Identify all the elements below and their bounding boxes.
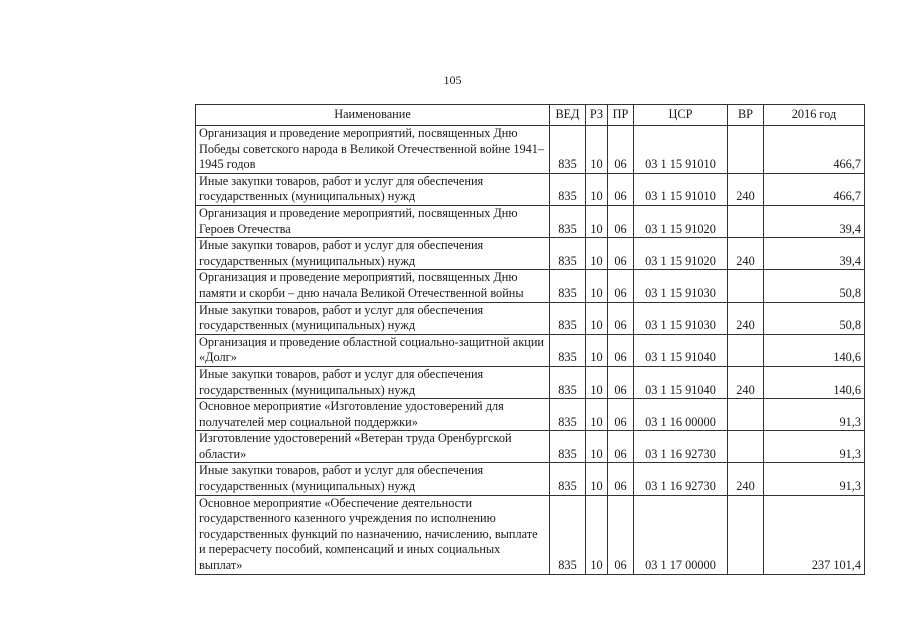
row-rz: 10 xyxy=(586,270,608,302)
row-amount: 466,7 xyxy=(764,173,865,205)
table-row xyxy=(196,238,865,270)
row-name: Организация и проведение мероприятий, посвященных Дню памяти и скорби – дню начала Великой Отечественной войны xyxy=(196,270,550,302)
row-vr xyxy=(728,495,764,574)
row-csr: 03 1 15 91040 xyxy=(634,334,728,366)
row-ved: 835 xyxy=(550,463,586,495)
row-pr: 06 xyxy=(608,302,634,334)
row-rz: 10 xyxy=(586,205,608,237)
row-name: Организация и проведение мероприятий, посвященных Дню Героев Отечества xyxy=(196,205,550,237)
row-amount: 91,3 xyxy=(764,399,865,431)
column-header-year: 2016 год xyxy=(764,105,865,126)
table-row xyxy=(196,463,865,495)
row-csr: 03 1 15 91020 xyxy=(634,205,728,237)
row-amount: 50,8 xyxy=(764,270,865,302)
row-pr: 06 xyxy=(608,173,634,205)
row-vr xyxy=(728,270,764,302)
row-amount: 237 101,4 xyxy=(764,495,865,574)
row-ved: 835 xyxy=(550,302,586,334)
row-vr: 240 xyxy=(728,238,764,270)
row-pr: 06 xyxy=(608,399,634,431)
row-amount: 140,6 xyxy=(764,334,865,366)
row-name: Организация и проведение областной социально-защитной акции «Долг» xyxy=(196,334,550,366)
row-csr: 03 1 16 92730 xyxy=(634,431,728,463)
row-pr: 06 xyxy=(608,495,634,574)
row-rz: 10 xyxy=(586,334,608,366)
table-row xyxy=(196,302,865,334)
row-vr xyxy=(728,205,764,237)
row-ved: 835 xyxy=(550,495,586,574)
row-vr xyxy=(728,431,764,463)
row-ved: 835 xyxy=(550,238,586,270)
row-name: Изготовление удостоверений «Ветеран труда Оренбургской области» xyxy=(196,431,550,463)
table-row xyxy=(196,205,865,237)
column-header-vr: ВР xyxy=(728,105,764,126)
row-vr: 240 xyxy=(728,173,764,205)
row-amount: 140,6 xyxy=(764,366,865,398)
table-row xyxy=(196,270,865,302)
page-number: 105 xyxy=(443,73,462,87)
row-pr: 06 xyxy=(608,126,634,174)
row-vr xyxy=(728,126,764,174)
row-amount: 39,4 xyxy=(764,205,865,237)
row-amount: 91,3 xyxy=(764,431,865,463)
row-vr xyxy=(728,399,764,431)
row-csr: 03 1 16 92730 xyxy=(634,463,728,495)
row-csr: 03 1 16 00000 xyxy=(634,399,728,431)
row-ved: 835 xyxy=(550,334,586,366)
row-rz: 10 xyxy=(586,126,608,174)
row-amount: 91,3 xyxy=(764,463,865,495)
row-amount: 39,4 xyxy=(764,238,865,270)
row-pr: 06 xyxy=(608,431,634,463)
table-row xyxy=(196,334,865,366)
row-name: Основное мероприятие «Обеспечение деятельности государственного казенного учреждения по исполнению государственных функций по назначению, начислению, выплате и перерасчету пособий, компенсаций и иных социальных выплат» xyxy=(196,495,550,574)
row-rz: 10 xyxy=(586,431,608,463)
row-name: Иные закупки товаров, работ и услуг для обеспечения государственных (муниципальных) нужд xyxy=(196,463,550,495)
row-csr: 03 1 17 00000 xyxy=(634,495,728,574)
row-ved: 835 xyxy=(550,126,586,174)
row-name: Основное мероприятие «Изготовление удостоверений для получателей мер социальной поддержки» xyxy=(196,399,550,431)
row-rz: 10 xyxy=(586,366,608,398)
row-csr: 03 1 15 91040 xyxy=(634,366,728,398)
row-ved: 835 xyxy=(550,205,586,237)
row-rz: 10 xyxy=(586,302,608,334)
row-pr: 06 xyxy=(608,463,634,495)
column-header-pr: ПР xyxy=(608,105,634,126)
row-rz: 10 xyxy=(586,238,608,270)
row-name: Иные закупки товаров, работ и услуг для обеспечения государственных (муниципальных) нужд xyxy=(196,366,550,398)
row-name: Иные закупки товаров, работ и услуг для обеспечения государственных (муниципальных) нужд xyxy=(196,238,550,270)
table-row xyxy=(196,399,865,431)
row-amount: 466,7 xyxy=(764,126,865,174)
row-vr: 240 xyxy=(728,366,764,398)
table-row xyxy=(196,126,865,174)
table-row xyxy=(196,173,865,205)
budget-table xyxy=(195,104,865,575)
row-name: Организация и проведение мероприятий, посвященных Дню Победы советского народа в Великой Отечественной войне 1941–1945 годов xyxy=(196,126,550,174)
row-csr: 03 1 15 91030 xyxy=(634,302,728,334)
column-header-ved: ВЕД xyxy=(550,105,586,126)
row-ved: 835 xyxy=(550,399,586,431)
column-header-name: Наименование xyxy=(196,105,550,126)
row-pr: 06 xyxy=(608,270,634,302)
row-name: Иные закупки товаров, работ и услуг для обеспечения государственных (муниципальных) нужд xyxy=(196,173,550,205)
table-row xyxy=(196,495,865,574)
row-rz: 10 xyxy=(586,463,608,495)
row-vr: 240 xyxy=(728,463,764,495)
column-header-rz: РЗ xyxy=(586,105,608,126)
row-vr xyxy=(728,334,764,366)
row-csr: 03 1 15 91010 xyxy=(634,173,728,205)
table-row xyxy=(196,366,865,398)
row-csr: 03 1 15 91030 xyxy=(634,270,728,302)
row-ved: 835 xyxy=(550,366,586,398)
row-ved: 835 xyxy=(550,270,586,302)
row-rz: 10 xyxy=(586,173,608,205)
row-name: Иные закупки товаров, работ и услуг для обеспечения государственных (муниципальных) нужд xyxy=(196,302,550,334)
row-csr: 03 1 15 91020 xyxy=(634,238,728,270)
row-rz: 10 xyxy=(586,399,608,431)
row-csr: 03 1 15 91010 xyxy=(634,126,728,174)
row-vr: 240 xyxy=(728,302,764,334)
column-header-csr: ЦСР xyxy=(634,105,728,126)
row-pr: 06 xyxy=(608,334,634,366)
row-amount: 50,8 xyxy=(764,302,865,334)
row-rz: 10 xyxy=(586,495,608,574)
table-header-row xyxy=(196,105,865,126)
row-ved: 835 xyxy=(550,431,586,463)
table-row xyxy=(196,431,865,463)
row-ved: 835 xyxy=(550,173,586,205)
row-pr: 06 xyxy=(608,205,634,237)
row-pr: 06 xyxy=(608,366,634,398)
row-pr: 06 xyxy=(608,238,634,270)
